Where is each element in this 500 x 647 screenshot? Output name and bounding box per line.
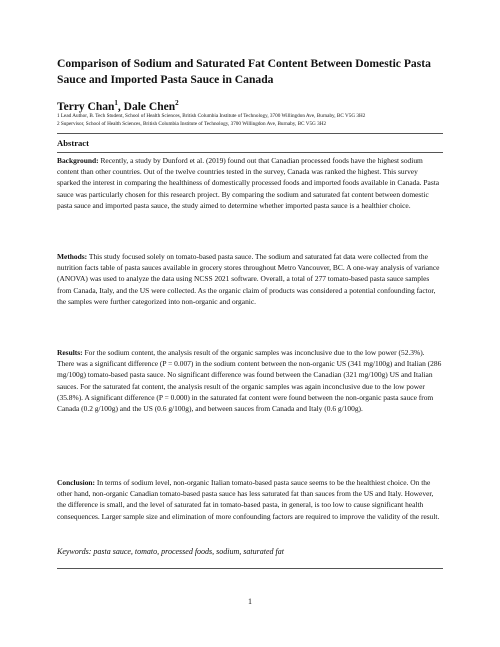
author-2-name: Dale Chen	[123, 100, 176, 113]
conclusion-paragraph	[57, 477, 442, 522]
author-1-superscript: 1	[114, 99, 118, 107]
page-number: 1	[248, 597, 252, 606]
author-separator: ,	[117, 100, 124, 113]
affiliation-2: 2 Supervisor, School of Health Sciences, British Columbia Institute of Technology, 3700 Willingdon Ave, Burnaby, BC V5G 3H2	[57, 121, 327, 127]
methods-paragraph	[57, 251, 442, 307]
background-paragraph	[57, 155, 442, 211]
conclusion-label: Conclusion:	[57, 478, 96, 487]
divider-abstract	[57, 152, 443, 153]
affiliations	[57, 112, 457, 128]
results-paragraph	[57, 347, 442, 414]
paper-title: Comparison of Sodium and Saturated Fat Content Between Domestic Pasta Sauce and Imported Pasta Sauce in Canada	[57, 57, 431, 86]
methods-text: This study focused solely on tomato-based pasta sauce. The sodium and saturated fat data were collected from the nutrition facts table of pasta sauces available in grocery stores throughout Metro Vancouver, BC. A one-way analysis of variance (ANOVA) was used to analyze the data using NCSS 2021 software. Overall, a total of 277 tomato-based pasta sauce samples from Canada, Italy, and the US were collected. As the organic claim of products was considered a potential confounding factor, the samples were further categorized into non-organic and organic.	[57, 252, 440, 306]
abstract-heading: Abstract	[57, 138, 89, 148]
author-2-superscript: 2	[175, 99, 179, 107]
results-label: Results:	[57, 348, 83, 357]
affiliation-1: 1 Lead Author, B. Tech Student, School of Health Sciences, British Columbia Institute of Technology, 3700 Willingdon Ave, Burnaby, BC V5G 3H2	[57, 113, 366, 119]
conclusion-text: In terms of sodium level, non-organic Italian tomato-based pasta sauce seems to be the healthiest choice. On the other hand, non-organic Canadian tomato-based pasta sauce has less saturated fat than sauces from the US and Italy. However, the difference is small, and the level of saturated fat in tomato-based pasta, in general, is too low to cause significant health consequences. Larger sample size and elimination of more confounding factors are required to improve the validity of the result.	[57, 478, 440, 521]
background-text: Recently, a study by Dunford et al. (2019) found out that Canadian processed foods have the highest sodium content than other countries. Out of the twelve countries tested in the survey, Canada was ranked the highest. This survey sparked the interest in comparing the healthiness of domestically processed foods and imported foods available in Canada. Pasta sauce was particularly chosen for this research project. By comparing the sodium and saturated fat content between domestic pasta sauce and imported pasta sauce, the study aimed to determine whether imported pasta sauce is a healthier choice.	[57, 156, 440, 210]
divider-bottom	[57, 568, 443, 569]
author-1-name: Terry Chan	[57, 100, 115, 113]
results-text: For the sodium content, the analysis result of the organic samples was inconclusive due to the low power (52.3%). There was a significant difference (P = 0.007) in the sodium content between the non-organic US (341 mg/100g) and Italian (286 mg/100g) tomato-based pasta sauce. No significant difference was found between the Canadian (321 mg/100g) US and Italian sauces. For the saturated fat content, the analysis result of the organic samples was again inconclusive due to the low power (35.8%). A significant difference (P = 0.000) in the saturated fat content were found between the non-organic pasta sauce from Canada (0.2 g/100g) and the US (0.6 g/100g), and between sauces from Canada and Italy (0.6 g/100g).	[57, 348, 442, 414]
keywords: Keywords: pasta sauce, tomato, processed foods, sodium, saturated fat	[57, 547, 284, 556]
methods-label: Methods:	[57, 252, 88, 261]
background-label: Background:	[57, 156, 99, 165]
divider-top	[57, 133, 443, 134]
